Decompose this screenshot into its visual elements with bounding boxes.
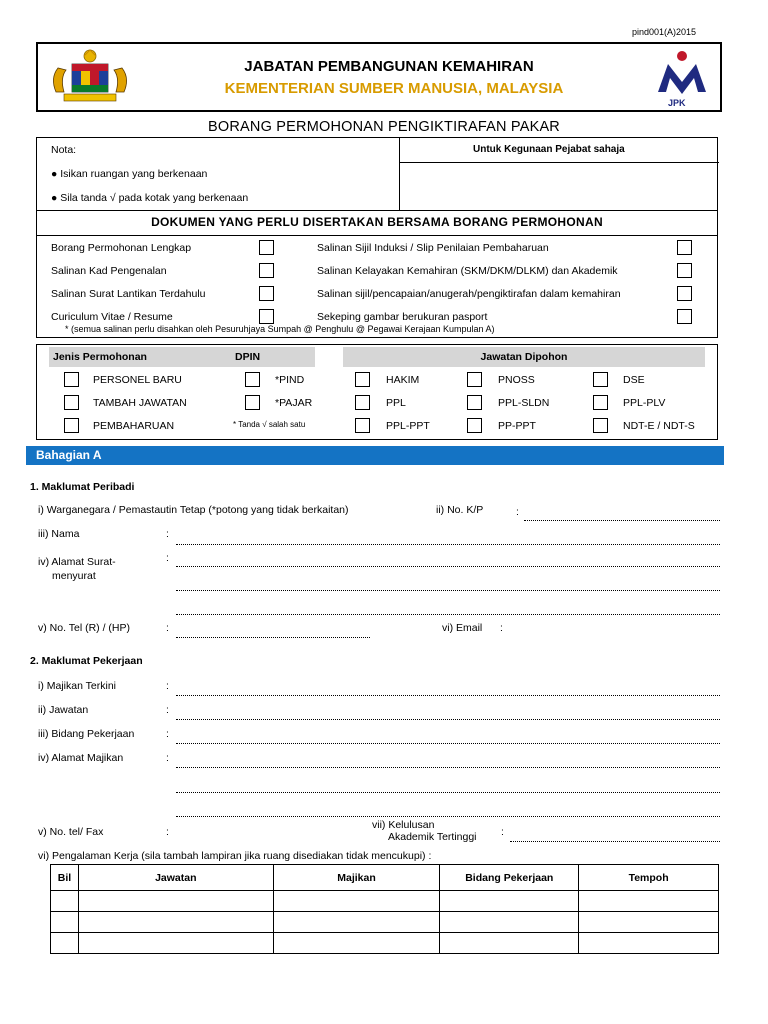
documents-footnote: * (semua salinan perlu disahkan oleh Pesuruhjaya Sumpah @ Penghulu @ Pegawai Kerajaan Kumpulan A) xyxy=(65,324,495,334)
ic-colon: : xyxy=(516,506,519,518)
table-cell[interactable] xyxy=(78,891,273,912)
position-field[interactable] xyxy=(176,719,720,720)
table-cell[interactable] xyxy=(579,933,719,954)
table-row xyxy=(51,933,719,954)
jawatan-r3c2: PP-PPT xyxy=(498,420,536,432)
jawatan-ppl-sldn-checkbox[interactable] xyxy=(467,395,482,410)
dpin-pind-checkbox[interactable] xyxy=(245,372,260,387)
employer-address-field-2[interactable] xyxy=(176,792,720,793)
dpin-option-1: *PIND xyxy=(275,374,305,386)
jawatan-hakim-checkbox[interactable] xyxy=(355,372,370,387)
fax-label: v) No. tel/ Fax xyxy=(38,826,104,838)
phone-label: v) No. Tel (R) / (HP) xyxy=(38,622,130,634)
jawatan-r3c3: NDT-E / NDT-S xyxy=(623,420,695,432)
malaysia-coat-of-arms-icon xyxy=(44,48,136,106)
jawatan-ndt-checkbox[interactable] xyxy=(593,418,608,433)
table-header-jawatan: Jawatan xyxy=(78,865,273,891)
table-cell[interactable] xyxy=(273,912,440,933)
jawatan-r1c3: DSE xyxy=(623,374,645,386)
employer-colon: : xyxy=(166,680,169,692)
phone-field[interactable] xyxy=(176,637,370,638)
doc-right-2-checkbox[interactable] xyxy=(677,263,692,278)
dpin-header: DPIN xyxy=(231,347,315,367)
table-cell[interactable] xyxy=(51,891,79,912)
doc-right-4: Sekeping gambar berukuran pasport xyxy=(317,311,488,323)
note-item-2: ● Sila tanda √ pada kotak yang berkenaan xyxy=(51,192,249,204)
doc-right-3-checkbox[interactable] xyxy=(677,286,692,301)
department-title: JABATAN PEMBANGUNAN KEMAHIRAN xyxy=(244,58,534,75)
email-colon: : xyxy=(500,622,503,634)
table-cell[interactable] xyxy=(579,912,719,933)
jawatan-r2c1: PPL xyxy=(386,397,406,409)
notes-box xyxy=(36,137,718,211)
table-row xyxy=(51,891,719,912)
doc-right-1-checkbox[interactable] xyxy=(677,240,692,255)
position-label: ii) Jawatan xyxy=(38,704,89,716)
table-cell[interactable] xyxy=(51,933,79,954)
doc-left-1: Borang Permohonan Lengkap xyxy=(51,242,192,254)
jenis-pembaharuan-checkbox[interactable] xyxy=(64,418,79,433)
table-cell[interactable] xyxy=(440,933,579,954)
jawatan-r1c1: HAKIM xyxy=(386,374,420,386)
doc-left-3: Salinan Surat Lantikan Terdahulu xyxy=(51,288,206,300)
section-a-header: Bahagian A xyxy=(26,446,724,465)
employer-address-label: iv) Alamat Majikan xyxy=(38,752,124,764)
doc-left-1-checkbox[interactable] xyxy=(259,240,274,255)
work-field-label: iii) Bidang Pekerjaan xyxy=(38,728,135,740)
employer-address-field-1[interactable] xyxy=(176,767,720,768)
jpk-logo-text: JPK xyxy=(668,98,686,108)
jawatan-pnoss-checkbox[interactable] xyxy=(467,372,482,387)
ministry-title: KEMENTERIAN SUMBER MANUSIA, MALAYSIA xyxy=(224,80,564,97)
table-cell[interactable] xyxy=(273,891,440,912)
work-field-field[interactable] xyxy=(176,743,720,744)
table-row xyxy=(51,912,719,933)
note-item-1: ● Isikan ruangan yang berkenaan xyxy=(51,168,208,180)
jawatan-r1c2: PNOSS xyxy=(498,374,535,386)
doc-left-4: Curiculum Vitae / Resume xyxy=(51,311,173,323)
jawatan-r3c1: PPL-PPT xyxy=(386,420,430,432)
work-field-colon: : xyxy=(166,728,169,740)
table-cell[interactable] xyxy=(273,933,440,954)
table-cell[interactable] xyxy=(51,912,79,933)
address-colon: : xyxy=(166,552,169,564)
qualification-colon: : xyxy=(501,826,504,838)
doc-left-4-checkbox[interactable] xyxy=(259,309,274,324)
name-label: iii) Nama xyxy=(38,528,80,540)
jenis-tambah-jawatan-checkbox[interactable] xyxy=(64,395,79,410)
address-label-1: iv) Alamat Surat- xyxy=(38,556,116,568)
qualification-field[interactable] xyxy=(510,841,720,842)
experience-label: vi) Pengalaman Kerja (sila tambah lampiran jika ruang disediakan tidak mencukupi) : xyxy=(38,850,432,862)
name-field[interactable] xyxy=(176,544,720,545)
notes-label: Nota: xyxy=(51,144,77,156)
table-header-majikan: Majikan xyxy=(273,865,440,891)
address-label-2: menyurat xyxy=(52,570,96,582)
table-cell[interactable] xyxy=(78,912,273,933)
address-field-1[interactable] xyxy=(176,566,720,567)
jawatan-r2c2: PPL-SLDN xyxy=(498,397,550,409)
doc-right-4-checkbox[interactable] xyxy=(677,309,692,324)
position-colon: : xyxy=(166,704,169,716)
table-cell[interactable] xyxy=(579,891,719,912)
address-field-2[interactable] xyxy=(176,590,720,591)
experience-table xyxy=(50,864,719,954)
table-header-bil: Bil xyxy=(51,865,79,891)
employer-address-colon: : xyxy=(166,752,169,764)
name-colon: : xyxy=(166,528,169,540)
jenis-option-1: PERSONEL BARU xyxy=(93,374,182,386)
jenis-header: Jenis Permohonan xyxy=(49,347,239,367)
dpin-option-2: *PAJAR xyxy=(275,397,313,409)
jawatan-ppl-checkbox[interactable] xyxy=(355,395,370,410)
jenis-option-3: PEMBAHARUAN xyxy=(93,420,175,432)
documents-heading: DOKUMEN YANG PERLU DISERTAKAN BERSAMA BORANG PERMOHONAN xyxy=(151,215,603,229)
jawatan-ppl-plv-checkbox[interactable] xyxy=(593,395,608,410)
personal-heading: 1. Maklumat Peribadi xyxy=(30,481,135,493)
ic-field[interactable] xyxy=(524,520,720,521)
doc-right-2: Salinan Kelayakan Kemahiran (SKM/DKM/DLKM) dan Akademik xyxy=(317,265,618,277)
table-header-bidang: Bidang Pekerjaan xyxy=(440,865,579,891)
application-box xyxy=(36,344,718,440)
doc-left-2-checkbox[interactable] xyxy=(259,263,274,278)
doc-left-3-checkbox[interactable] xyxy=(259,286,274,301)
doc-right-3: Salinan sijil/pencapaian/anugerah/pengiktirafan dalam kemahiran xyxy=(317,288,621,300)
email-label: vi) Email xyxy=(442,622,483,634)
jawatan-dse-checkbox[interactable] xyxy=(593,372,608,387)
jawatan-r2c3: PPL-PLV xyxy=(623,397,666,409)
documents-box xyxy=(36,210,718,338)
table-cell[interactable] xyxy=(78,933,273,954)
form-code: pind001(A)2015 xyxy=(631,27,696,37)
address-field-3[interactable] xyxy=(176,614,720,615)
dpin-note: * Tanda √ salah satu xyxy=(233,420,306,429)
employment-heading: 2. Maklumat Pekerjaan xyxy=(30,655,143,667)
table-header-tempoh: Tempoh xyxy=(579,865,719,891)
jawatan-header: Jawatan Dipohon xyxy=(343,347,705,367)
header-box xyxy=(36,42,722,112)
jawatan-ppl-ppt-checkbox[interactable] xyxy=(355,418,370,433)
dpin-pajar-checkbox[interactable] xyxy=(245,395,260,410)
employer-field[interactable] xyxy=(176,695,720,696)
citizenship-label: i) Warganegara / Pemastautin Tetap (*potong yang tidak berkaitan) xyxy=(38,504,349,516)
phone-colon: : xyxy=(166,622,169,634)
table-cell[interactable] xyxy=(440,912,579,933)
employer-label: i) Majikan Terkini xyxy=(38,680,116,692)
table-cell[interactable] xyxy=(440,891,579,912)
doc-right-1: Salinan Sijil Induksi / Slip Penilaian Pembaharuan xyxy=(317,242,549,254)
jenis-personel-baru-checkbox[interactable] xyxy=(64,372,79,387)
ic-label: ii) No. K/P xyxy=(436,504,484,516)
qualification-label-1: vii) Kelulusan xyxy=(372,819,435,831)
jawatan-pp-ppt-checkbox[interactable] xyxy=(467,418,482,433)
qualification-label-2: Akademik Tertinggi xyxy=(388,831,477,843)
jenis-option-2: TAMBAH JAWATAN xyxy=(93,397,187,409)
fax-colon: : xyxy=(166,826,169,838)
form-title: BORANG PERMOHONAN PENGIKTIRAFAN PAKAR xyxy=(208,119,560,135)
employer-address-field-3[interactable] xyxy=(176,816,720,817)
office-use-label: Untuk Kegunaan Pejabat sahaja xyxy=(473,144,625,155)
doc-left-2: Salinan Kad Pengenalan xyxy=(51,265,167,277)
